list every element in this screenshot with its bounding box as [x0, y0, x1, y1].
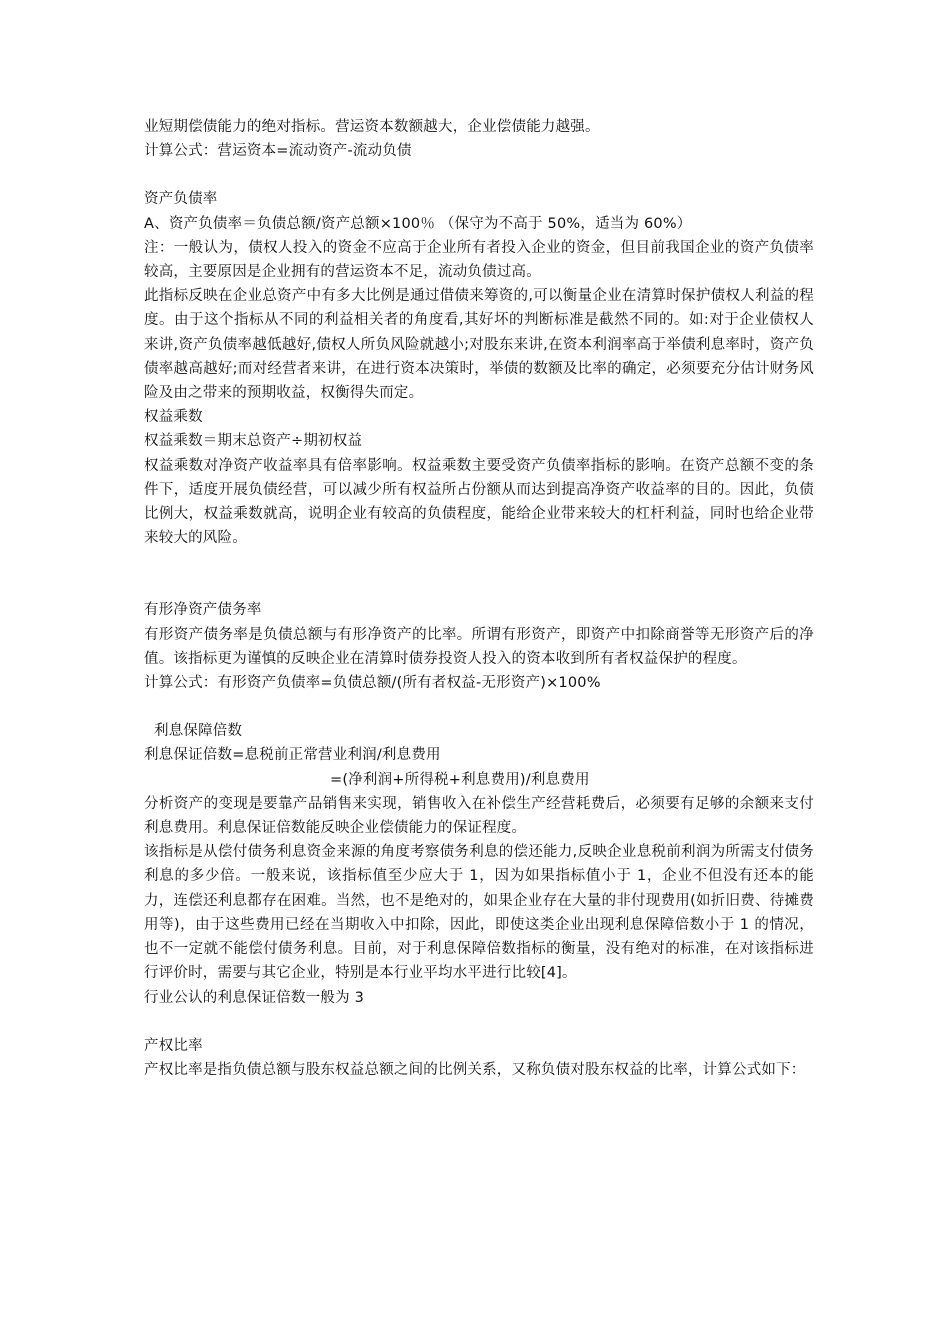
heading-equity-multiplier: 权益乘数	[144, 409, 203, 426]
heading-tangible-net-asset-debt-ratio: 有形净资产债务率	[144, 602, 262, 619]
formula-debt-ratio: A、资产负债率＝负债总额/资产总额×100％ （保守为不高于 50%，适当为 60%）	[144, 215, 692, 232]
heading-equity-ratio: 产权比率	[144, 1037, 203, 1054]
paragraph-working-capital-intro: 业短期偿债能力的绝对指标。营运资本数额越大，企业偿债能力越强。	[144, 119, 600, 135]
note-debt-ratio: 注：一般认为，债权人投入的资金不应高于企业所有者投入企业的资金，但目前我国企业的资产负债率较高，主要原因是企业拥有的营运资本不足，流动负债过高。	[144, 239, 814, 281]
paragraph-equity-multiplier-explanation: 权益乘数对净资产收益率具有倍率影响。权益乘数主要受资产负债率指标的影响。在资产总额不变的条件下，适度开展负债经营，可以减少所有权益所占份额从而达到提高净资产收益率的目的。因此，负债比例大，权益乘数就高，说明企业有较高的负债程度，能给企业带来较大的杠杆利益，同时也给企业带来较大的风险。	[144, 457, 814, 547]
paragraph-tangible-asset-explanation: 有形资产债务率是负债总额与有形净资产的比率。所谓有形资产，即资产中扣除商誉等无形资产后的净值。该指标更为谨慎的反映企业在清算时债券投资人投入的资本收到所有者权益保护的程度。	[144, 626, 814, 667]
document-body	[144, 115, 814, 1082]
formula-interest-coverage-1: 利息保证倍数=息税前正常营业利润/利息费用	[144, 747, 441, 764]
formula-equity-multiplier: 权益乘数＝期末总资产÷期初权益	[144, 433, 363, 450]
formula-tangible-asset-debt-ratio: 计算公式：有形资产负债率=负债总额/(所有者权益-无形资产)×100%	[144, 675, 601, 692]
paragraph-interest-coverage-explanation: 该指标是从偿付债务利息资金来源的角度考察债务利息的偿还能力,反映企业息税前利润为所需支付债务利息的多少倍。一般来说，该指标值至少应大于 1，因为如果指标值小于 1，企业不但没有还本的能力，连偿还利息都存在困难。当然，也不是绝对的，如果企业存在大量的非付现费用(如折旧费、待摊费用等)，由于这些费用已经在当期收入中扣除，因此，即使这类企业出现利息保障倍数小于 1 的情况，也不一定就不能偿付债务利息。目前，对于利息保障倍数指标的衡量，没有绝对的标准，在对该指标进行评价时，需要与其它企业，特别是本行业平均水平进行比较[4]。	[144, 844, 814, 982]
paragraph-debt-ratio-explanation: 此指标反映在企业总资产中有多大比例是通过借债来筹资的,可以衡量企业在清算时保护债权人利益的程度。由于这个指标从不同的利益相关者的角度看,其好坏的判断标准是截然不同的。如:对于企业债权人来讲,资产负债率越低越好,债权人所负风险就越小;对股东来讲,在资本利润率高于举债利息率时，资产负债率越高越好;而对经营者来讲，在进行资本决策时，举债的数额及比率的确定，必须要充分估计财务风险及由之带来的预期收益，权衡得失而定。	[144, 288, 814, 402]
paragraph-industry-standard: 行业公认的利息保证倍数一般为 3	[144, 989, 365, 1006]
formula-interest-coverage-2: =(净利润+所得税+利息费用)/利息费用	[330, 771, 590, 788]
heading-debt-ratio: 资产负债率	[144, 191, 218, 208]
formula-working-capital: 计算公式：营运资本=流动资产-流动负债	[144, 143, 412, 160]
paragraph-equity-ratio-explanation: 产权比率是指负债总额与股东权益总额之间的比例关系，又称负债对股东权益的比率，计算公式如下：	[144, 1061, 806, 1078]
paragraph-interest-coverage-analysis: 分析资产的变现是要靠产品销售来实现，销售收入在补偿生产经营耗费后，必须要有足够的余额来支付利息费用。利息保证倍数能反映企业偿债能力的保证程度。	[144, 795, 814, 837]
heading-interest-coverage: 利息保障倍数	[154, 723, 243, 740]
